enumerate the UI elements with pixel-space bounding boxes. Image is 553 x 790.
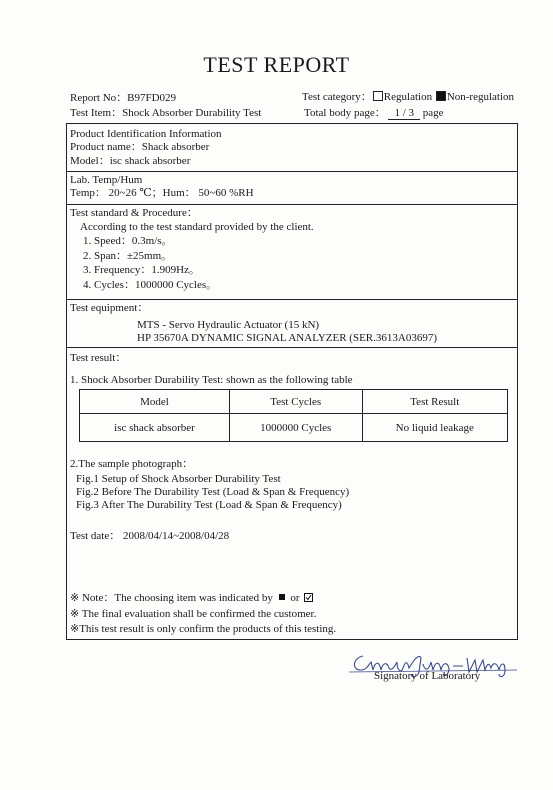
note-1-or: or xyxy=(290,592,300,604)
standard-item: 2. Span：±25mm。 xyxy=(83,250,173,262)
photos-heading: 2.The sample photograph： xyxy=(70,458,194,470)
table-cell: isc shack absorber xyxy=(80,414,230,442)
product-heading: Product Identification Information xyxy=(70,128,222,140)
photo-item: Fig.2 Before The Durability Test (Load & Span & Frequency) xyxy=(76,486,350,498)
total-page-label: Total body page： xyxy=(304,107,386,119)
filled-square-icon xyxy=(279,594,285,600)
section-divider xyxy=(67,347,517,348)
non-regulation-checkbox-icon xyxy=(436,91,446,101)
note-2: ※ The final evaluation shall be confirmed the customer. xyxy=(70,608,317,620)
regulation-label: Regulation xyxy=(383,91,433,103)
standard-item: 3. Frequency：1.909Hz。 xyxy=(83,264,201,276)
test-date: Test date： 2008/04/14~2008/04/28 xyxy=(70,530,230,542)
report-body-box xyxy=(66,123,518,640)
column-header: Model xyxy=(80,390,230,414)
standard-item: 4. Cycles：1000000 Cycles。 xyxy=(83,279,218,291)
section-divider xyxy=(67,299,517,300)
photo-item: Fig.3 After The Durability Test (Load & Span & Frequency) xyxy=(76,499,342,511)
equipment-line: MTS - Servo Hydraulic Actuator (15 kN) xyxy=(137,319,320,331)
section-divider xyxy=(67,204,517,205)
lab-heading: Lab. Temp/Hum xyxy=(70,174,143,186)
standard-item: 1. Speed：0.3m/s。 xyxy=(83,235,173,247)
test-item: Test Item：Shock Absorber Durability Test xyxy=(70,107,262,119)
signatory-label: Signatory of Laboratory xyxy=(374,670,481,682)
equipment-heading: Test equipment： xyxy=(70,302,149,314)
test-category xyxy=(302,88,514,104)
equipment-line: HP 35670A DYNAMIC SIGNAL ANALYZER (SER.3613A03697) xyxy=(137,332,437,344)
column-header: Test Result xyxy=(362,390,507,414)
product-model: Model：isc shack absorber xyxy=(70,155,191,167)
section-divider xyxy=(67,171,517,172)
product-name: Product name：Shack absorber xyxy=(70,141,210,153)
test-category-label: Test category： xyxy=(302,91,372,103)
non-regulation-label: Non-regulation xyxy=(446,91,515,103)
photo-item: Fig.1 Setup of Shock Absorber Durability Test xyxy=(76,473,281,485)
checked-box-icon xyxy=(304,593,313,602)
column-header: Test Cycles xyxy=(229,390,362,414)
total-body-page xyxy=(304,104,444,120)
page-title: TEST REPORT xyxy=(203,52,350,77)
handwritten-signature xyxy=(345,648,520,688)
page-word: page xyxy=(422,107,444,119)
report-number: Report No：B97FD029 xyxy=(70,92,177,104)
regulation-checkbox-icon xyxy=(373,91,383,101)
result-intro: 1. Shock Absorber Durability Test: shown as the following table xyxy=(70,374,353,386)
total-page-value: 1 / 3 xyxy=(388,107,420,120)
note-1-text: ※ Note：The choosing item was indicated by xyxy=(70,592,273,604)
note-3: ※This test result is only confirm the products of this testing. xyxy=(70,623,337,635)
result-heading: Test result： xyxy=(70,352,127,364)
table-header-row xyxy=(80,390,508,414)
standard-intro: According to the test standard provided by the client. xyxy=(80,221,314,233)
standard-heading: Test standard & Procedure： xyxy=(70,207,198,219)
table-cell: 1000000 Cycles xyxy=(229,414,362,442)
table-row xyxy=(80,414,508,442)
note-1 xyxy=(70,592,313,605)
lab-values: Temp： 20~26 ℃；Hum： 50~60 %RH xyxy=(70,187,254,199)
result-table xyxy=(79,389,508,442)
table-cell: No liquid leakage xyxy=(362,414,507,442)
